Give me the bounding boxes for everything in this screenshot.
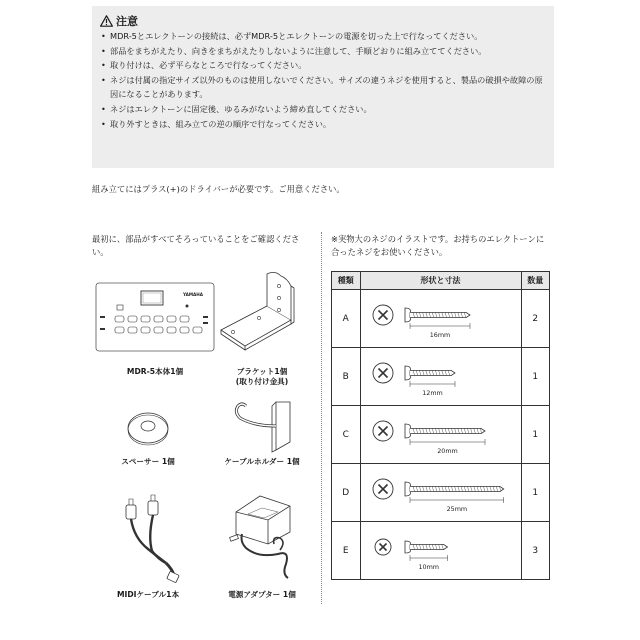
screw-table-header	[332, 272, 550, 290]
screw-b-illustration	[361, 348, 521, 402]
dimension-line	[410, 555, 448, 561]
mdr5-caption: MDR-5本体1個	[126, 367, 184, 376]
screw-type: D	[332, 464, 361, 522]
header-qty: 数量	[521, 272, 550, 290]
table-row	[332, 464, 550, 522]
spacer-illustration	[125, 408, 171, 448]
screw-c-illustration	[361, 406, 521, 460]
screw-shape-cell	[360, 290, 521, 348]
screw-side-icon	[405, 366, 455, 380]
midi-cable-caption: MIDIケーブル1本	[116, 590, 180, 599]
screw-side-icon	[405, 541, 448, 553]
screw-table	[331, 271, 550, 580]
screw-note: ※実物大のネジのイラストです。お持ちのエレクトーンに合ったネジをお使いください。	[331, 234, 545, 257]
caution-item: • 取り外すときは、組み立ての逆の順序で行なってください。	[100, 117, 548, 132]
tool-requirement-text: 組み立てにはプラス(+)のドライバーが必要です。ご用意ください。	[92, 184, 345, 194]
screw-type: B	[332, 348, 361, 406]
cable-holder-illustration	[228, 398, 300, 456]
adapter-caption: 電源アダプター 1個	[228, 590, 296, 599]
screw-head-icon	[375, 539, 391, 555]
screw-head-icon	[373, 479, 393, 499]
screw-e-illustration	[361, 522, 521, 576]
screw-d-illustration	[361, 464, 521, 518]
dimension-line	[410, 381, 455, 387]
screw-side-icon	[405, 482, 504, 496]
spacer-caption: スペーサー 1個	[121, 457, 175, 466]
screw-dimension-label: 25mm	[446, 505, 467, 513]
table-row	[332, 290, 550, 348]
caution-item: • MDR-5とエレクトーンの接続は、必ずMDR-5とエレクトーンの電源を切った上で行なってください。	[100, 29, 548, 44]
dimension-line	[410, 323, 470, 329]
adapter-illustration	[228, 484, 308, 584]
caution-list	[100, 29, 548, 131]
screw-qty: 3	[521, 522, 550, 580]
screw-type: E	[332, 522, 361, 580]
midi-cable-illustration	[118, 493, 188, 587]
screw-dimension-label: 10mm	[417, 563, 439, 571]
dimension-line	[410, 439, 485, 445]
screw-qty: 1	[521, 348, 550, 406]
caution-item: • 部品をまちがえたり、向きをまちがえたりしないように注意して、手順どおりに組み立ててください。	[100, 44, 548, 59]
screw-dimension-label: 16mm	[429, 331, 450, 339]
table-row	[332, 406, 550, 464]
dimension-line	[410, 497, 504, 503]
table-row	[332, 522, 550, 580]
screw-dimension-label: 20mm	[436, 447, 458, 455]
caution-item: • 取り付けは、必ず平らなところで行なってください。	[100, 58, 548, 73]
screw-type: C	[332, 406, 361, 464]
screw-side-icon	[405, 308, 470, 322]
screw-qty: 1	[521, 464, 550, 522]
warning-icon	[100, 15, 113, 27]
screw-head-icon	[373, 305, 393, 325]
cable-holder-caption: ケーブルホルダー 1個	[224, 457, 300, 466]
column-divider	[321, 232, 322, 604]
screw-head-icon	[373, 363, 393, 383]
screw-a-illustration	[361, 290, 521, 344]
header-type: 種類	[332, 272, 361, 290]
caution-item: • ネジは付属の指定サイズ以外のものは使用しないでください。サイズの違うネジを使用すると、製品の破損や故障の原因になることがあります。	[100, 73, 548, 102]
parts-intro: 最初に、部品がすべてそろっていることをご確認ください。	[92, 234, 300, 257]
bracket-caption: ブラケット1個 (取り付け金具)	[235, 367, 289, 386]
caution-item: • ネジはエレクトーンに固定後、ゆるみがないよう締め直してください。	[100, 102, 548, 117]
table-row	[332, 348, 550, 406]
caution-title: 注意	[116, 15, 138, 28]
screw-shape-cell	[360, 522, 521, 580]
mdr5-device-illustration	[95, 282, 215, 352]
screw-shape-cell	[360, 406, 521, 464]
screw-shape-cell	[360, 464, 521, 522]
header-shape: 形状と寸法	[360, 272, 521, 290]
screw-type: A	[332, 290, 361, 348]
screw-shape-cell	[360, 348, 521, 406]
screw-dimension-label: 12mm	[421, 389, 443, 397]
caution-box	[92, 6, 554, 168]
screw-qty: 2	[521, 290, 550, 348]
caution-heading	[100, 13, 138, 29]
screw-head-icon	[373, 421, 393, 441]
screw-side-icon	[405, 424, 485, 438]
device-brand: YAMAHA	[183, 292, 204, 297]
screw-qty: 1	[521, 406, 550, 464]
bracket-illustration	[215, 268, 310, 363]
